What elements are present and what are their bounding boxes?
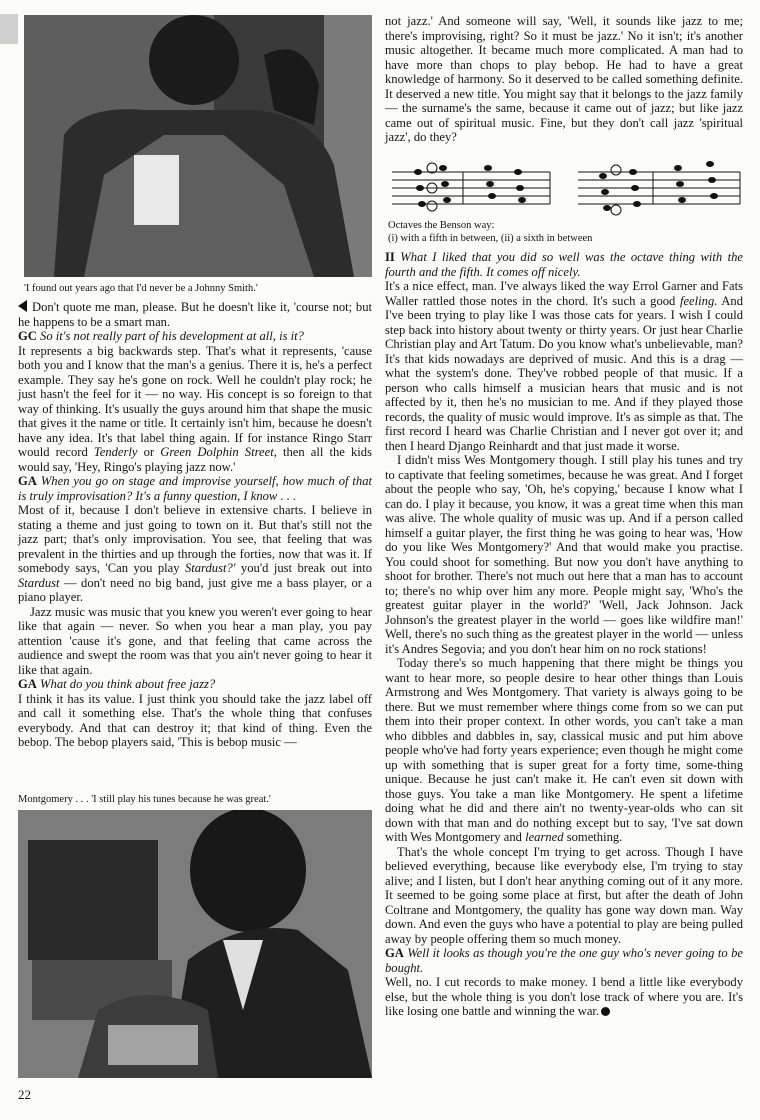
photo-montgomery [18,810,372,1078]
question [18,329,372,344]
question [18,474,372,503]
speaker-tag: GA [18,474,37,488]
paragraph-text: you'd just break out into [235,561,373,575]
speaker-tag: II [385,250,395,264]
paragraph-text: something. [563,830,623,844]
paragraph-text: Today there's so much happening that there might be things you want to hear more, so people desire to hear other things than Louis Armstrong and Wes Montgomery. That variety is always going to be there. But we must remember where things come from so we can put them into their proper context. In other words, you can't take a man who dibbles and dabbles in, say, classical music and put him above people who've had forty years experience; even though he might come up with something that is super great for a forty time, some-thing unique. Because he just can't make it. He can't even sit down with those guys. You take a man like Montgomery. He spent a lifetime doing what he did and there ain't no twenty-year-olds who can sit down with that man and do nothing except but to say, 'I've sat down with Wes Montgomery and [385,656,743,844]
paragraph: That's the whole concept I'm trying to get across. Though I have believed everything, because like everybody else, I'm trying to stay alive; and I listen, but I don't hear anything coming out of it any more. It seemed to be going some place at first, but after the death of John Coltrane and Montgomery, the quality has gone way down man. Way down. And even the guys who have a potential to play are being pulled away by people offering them so much money. [385,844,743,946]
paragraph-text: Well, no. I cut records to make money. I bend a little like everybody else, but the whole thing is you don't lose track of where you are. It's like losing one battle and winning the war. [385,975,743,1018]
paragraph: Jazz music was music that you knew you weren't ever going to hear like that again — never. So when you hear a man play, you pay attention 'cause it's gone, and that feeling that came across the audience and swept the room was that you ain't never going to hear it like that again. [18,604,372,677]
right-column-top-text [385,14,743,145]
paragraph [385,656,743,845]
photo-caption-bottom: Montgomery . . . 'I still play his tunes because he was great.' [18,794,271,805]
page-number: 22 [18,1087,31,1102]
photo-caption-top: 'I found out years ago that I'd never be a Johnny Smith.' [24,283,258,294]
question [385,946,743,975]
music-notation-octaves [388,150,744,218]
question-text: So it's not really part of his development at all, is it? [40,329,304,343]
question-text: What do you think about free jazz? [40,677,216,691]
music-caption [388,219,744,245]
question [18,677,372,692]
left-column-text [18,300,372,750]
paragraph-text: or [137,445,161,459]
staff-example-fifth [392,172,550,204]
paragraph: I didn't miss Wes Montgomery though. I still play his tunes and try to captivate that feeling sometimes, because he was great. And I forget about the people who say, 'Oh, he's copying,' because I know what I can do. I play it because, you know, it was a great time when this man was alive. The whole quality of music was up. And if a person called himself a guitar player, the first thing he was going to hear was, 'How do you like Wes Montgomery?' And that would make you practise. You could shoot for something. But now you don't have anything to shoot for brother. There's not much out here that a man has to account to; there's no whip over him any more. People might say, 'Who's the greatest guitar player in the world?' 'Well, Jack Johnson. Jack Johnson's the greatest player in the world — goes like wildfire man!' Well, there's no such thing as the greatest player in the world — unless it's Andres Segovia; and you don't hear him on no rock stations! [385,453,743,656]
paragraph-text: And I've been trying to play like I was those cats for years. I wish I could step back into history about twenty or thirty years. Or just hear Charlie Christian play and Art Tatum. Do you know what's unbelievable, man? It's that kids nowadays are deprived of music. And this is a drag — what the system's done. They've robbed people of that music. If a person who calls himself a musician hears that music and is not affected by it, then he's no musician to me. And if they played those records, the quality of music would improve. It's as simple as that. The first record I heard was Charlie Christian and I never got over it; and then I heard Django Reinhardt and that just made it worse. [385,293,743,453]
song-title: Stardust?' [184,561,236,575]
margin-tab [0,14,18,44]
end-mark-icon [601,1007,610,1016]
music-caption-line: Octaves the Benson way: [388,220,495,231]
paragraph: not jazz.' And someone will say, 'Well, it sounds like jazz to me; there's improvising, right? So it must be jazz.' No it isn't; it's another music altogether. It became much more complicated. A man had to have more than chops to play bebop. He had to have a great knowledge of harmony. So it deserved to be called something definite. It deserved a new title. You might say that it belongs to the jazz family — the surname's the same, because it came out of jazz; but like jazz came out of spiritual music. Fine, but they don't call jazz 'spiritual jazz', do they? [385,14,743,144]
emphasis: learned [525,830,564,844]
speaker-tag: GA [18,677,37,691]
speaker-tag: GA [385,946,404,960]
music-caption-line: (i) with a fifth in between, (ii) a sixth in between [388,233,593,244]
photo-benson-seated [24,15,372,277]
paragraph-text: Don't quote me man, please. But he doesn't like it, 'course not; but he happens to be a smart man. [18,300,372,329]
paragraph [18,344,372,475]
song-title: Tenderly [93,445,138,459]
paragraph [385,975,743,1019]
paragraph-text: It represents a big backwards step. That's what it represents, 'cause both you and I know that the man's a genius. There it is, he's a perfect example. They say he's gone on rock. Well he couldn't play rock; he just hasn't the feel for it — no way. His concept is so foreign to that way of thinking. It's usually the guys around him that shape the music that gives it the name or title. It certainly isn't him, because he doesn't have any idea. It's that label thing again. If for instance Ringo Starr would record [18,343,372,459]
paragraph [385,279,743,453]
question [385,250,743,279]
question-text: Well it looks as though you're the one guy who's never going to be bought. [385,946,743,975]
paragraph-text: Most of it, because I don't believe in extensive charts. I believe in stating a theme and just going to town on it. But that's still not the jazz part; that's only improvisation. You see, that feeling that was prevalent in the thirties and up through the forties, now that was it. If somebody says, 'Can you play [18,503,372,575]
question-text: When you go on stage and improvise yourself, how much of that is truly improvisation? It's a funny question, I know . . . [18,474,372,503]
song-title: Green Dolphin Street, [160,445,277,459]
song-title: Stardust [18,575,60,590]
paragraph [18,503,372,605]
question-text: What I liked that you did so well was the octave thing with the fourth and the fifth. It comes off nicely. [385,250,743,279]
paragraph: I think it has its value. I just think you should take the jazz label off and call it something else. That's the whole thing that confuses everybody. And that can destroy it; that kind of thing. Even the bebop. The bebop players said, 'This is bebop music — [18,691,372,749]
paragraph [18,300,372,329]
emphasis: feeling. [679,293,718,308]
paragraph-text: It's a nice effect, man. I've always liked the way Errol Garner and Fats Waller rattled those notes in the chord. It's such a good [385,279,743,308]
paragraph-text: — don't need no big band, just give me a bass player, or a piano player. [18,575,372,604]
continued-arrow-icon [18,300,27,312]
speaker-tag: GC [18,329,37,343]
right-column-main-text [385,250,743,1019]
paragraph-text: then all the kids would say, 'Hey, Ringo's playing jazz now.' [18,445,372,474]
